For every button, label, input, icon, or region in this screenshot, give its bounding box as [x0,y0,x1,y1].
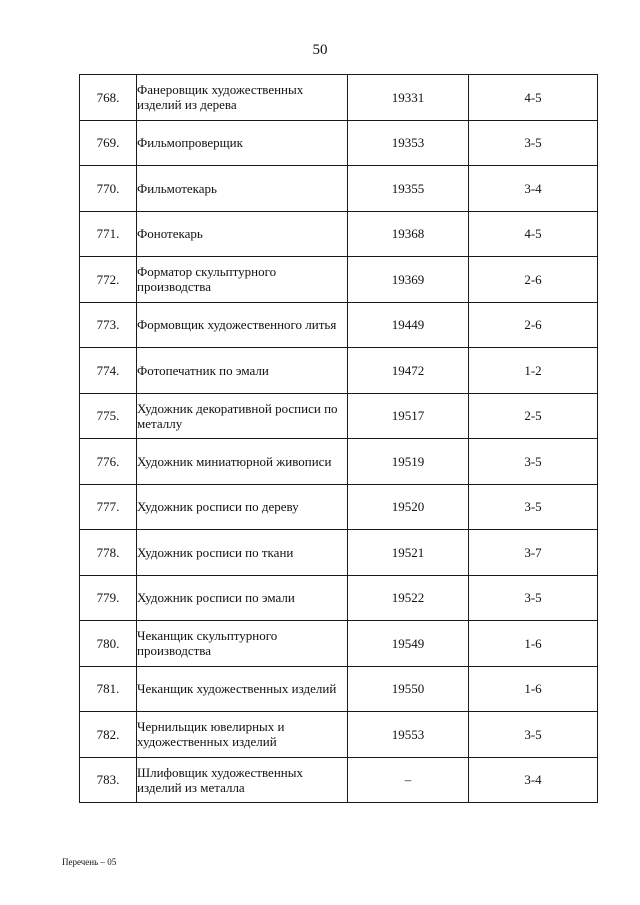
profession-name-cell: Фильмотекарь [137,166,348,212]
profession-code-cell: 19353 [348,120,469,166]
grade-range-cell: 3-5 [469,712,598,758]
grade-range-cell: 2-6 [469,302,598,348]
profession-name-cell: Чеканщик скульптурного производства [137,621,348,667]
row-number-cell: 781. [80,666,137,712]
row-number-cell: 773. [80,302,137,348]
row-number-cell: 779. [80,575,137,621]
grade-range-cell: 1-6 [469,621,598,667]
table-row [80,439,598,485]
profession-code-cell: 19522 [348,575,469,621]
profession-code-cell: 19368 [348,211,469,257]
table-row [80,302,598,348]
row-number-cell: 778. [80,530,137,576]
grade-range-cell: 3-5 [469,120,598,166]
row-number-cell: 774. [80,348,137,394]
profession-name-cell: Шлифовщик художественных изделий из металла [137,757,348,803]
profession-code-cell: – [348,757,469,803]
grade-range-cell: 2-5 [469,393,598,439]
table-row [80,348,598,394]
profession-code-cell: 19472 [348,348,469,394]
profession-code-cell: 19517 [348,393,469,439]
row-number-cell: 771. [80,211,137,257]
profession-code-cell: 19550 [348,666,469,712]
profession-code-cell: 19549 [348,621,469,667]
profession-name-cell: Чеканщик художественных изделий [137,666,348,712]
grade-range-cell: 4-5 [469,75,598,121]
row-number-cell: 768. [80,75,137,121]
row-number-cell: 775. [80,393,137,439]
profession-code-cell: 19449 [348,302,469,348]
table-row [80,530,598,576]
profession-code-cell: 19553 [348,712,469,758]
grade-range-cell: 1-2 [469,348,598,394]
profession-name-cell: Художник росписи по эмали [137,575,348,621]
grade-range-cell: 3-7 [469,530,598,576]
row-number-cell: 780. [80,621,137,667]
grade-range-cell: 2-6 [469,257,598,303]
table-row [80,484,598,530]
grade-range-cell: 3-5 [469,439,598,485]
profession-name-cell: Фотопечатник по эмали [137,348,348,394]
page-number: 50 [312,42,328,58]
table-row [80,75,598,121]
table-row [80,757,598,803]
grade-range-cell: 3-4 [469,166,598,212]
table-row [80,621,598,667]
profession-code-cell: 19521 [348,530,469,576]
profession-name-cell: Художник росписи по ткани [137,530,348,576]
profession-name-cell: Формовщик художественного литья [137,302,348,348]
table-row [80,393,598,439]
row-number-cell: 777. [80,484,137,530]
table-row [80,666,598,712]
table-body [80,75,598,803]
grade-range-cell: 3-4 [469,757,598,803]
row-number-cell: 783. [80,757,137,803]
table-row [80,166,598,212]
table-row [80,120,598,166]
table-row [80,211,598,257]
profession-name-cell: Художник декоративной росписи по металлу [137,393,348,439]
profession-name-cell: Фанеровщик художественных изделий из дерева [137,75,348,121]
profession-name-cell: Форматор скульптурного производства [137,257,348,303]
document-footer: Перечень – 05 [62,857,117,867]
grade-range-cell: 1-6 [469,666,598,712]
profession-name-cell: Художник росписи по дереву [137,484,348,530]
row-number-cell: 782. [80,712,137,758]
row-number-cell: 776. [80,439,137,485]
profession-code-cell: 19331 [348,75,469,121]
profession-table [79,74,598,803]
profession-name-cell: Художник миниатюрной живописи [137,439,348,485]
grade-range-cell: 3-5 [469,575,598,621]
grade-range-cell: 4-5 [469,211,598,257]
profession-name-cell: Чернильщик ювелирных и художественных изделий [137,712,348,758]
row-number-cell: 769. [80,120,137,166]
table-row [80,712,598,758]
grade-range-cell: 3-5 [469,484,598,530]
row-number-cell: 770. [80,166,137,212]
profession-code-cell: 19519 [348,439,469,485]
table-row [80,257,598,303]
profession-code-cell: 19520 [348,484,469,530]
table-row [80,575,598,621]
profession-code-cell: 19369 [348,257,469,303]
profession-code-cell: 19355 [348,166,469,212]
profession-name-cell: Фильмопроверщик [137,120,348,166]
row-number-cell: 772. [80,257,137,303]
profession-name-cell: Фонотекарь [137,211,348,257]
